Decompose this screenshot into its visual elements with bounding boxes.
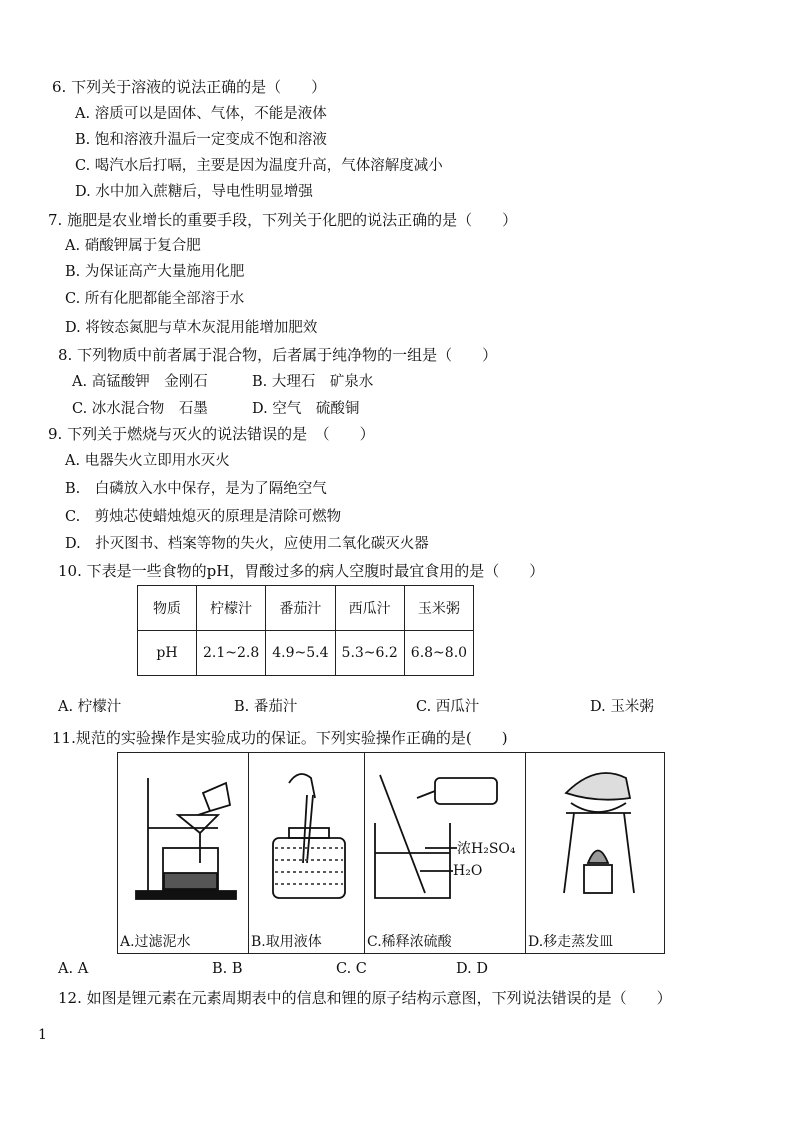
q7-option-d: D. 将铵态氮肥与草木灰混用能增加肥效 xyxy=(65,320,318,336)
ph-table-header-cell: 柠檬汁 xyxy=(197,586,266,631)
ph-table-header-row xyxy=(138,586,474,631)
ph-table-cell: 5.3~6.2 xyxy=(335,631,404,676)
q10-option-d: D. 玉米粥 xyxy=(590,699,654,715)
figure-a-filtration xyxy=(118,753,249,953)
filtration-apparatus-icon xyxy=(118,753,248,928)
figure-b-dropper xyxy=(249,753,365,953)
q11-option-a: A. A xyxy=(58,961,89,977)
label-water: H₂O xyxy=(453,863,483,879)
q8-stem: 8. 下列物质中前者属于混合物，后者属于纯净物的一组是（ ） xyxy=(58,346,498,364)
ph-table-header-cell: 西瓜汁 xyxy=(335,586,404,631)
ph-table-cell: 2.1~2.8 xyxy=(197,631,266,676)
q11-option-d: D. D xyxy=(456,961,488,977)
q9-stem: 9. 下列关于燃烧与灭火的说法错误的是 （ ） xyxy=(48,425,375,443)
q8-option-d: D. 空气 硫酸铜 xyxy=(252,401,360,417)
q9-option-d: D. 扑灭图书、档案等物的失火，应使用二氧化碳灭火器 xyxy=(65,536,429,552)
ph-table-header-cell: 玉米粥 xyxy=(404,586,473,631)
q12-stem: 12. 如图是锂元素在元素周期表中的信息和锂的原子结构示意图，下列说法错误的是（ ） xyxy=(58,989,672,1007)
q9-option-c: C. 剪烛芯使蜡烛熄灭的原理是清除可燃物 xyxy=(65,509,342,525)
q9-option-b: B. 白磷放入水中保存，是为了隔绝空气 xyxy=(65,481,327,497)
caption-a: A.过滤泥水 xyxy=(120,934,191,950)
q11-option-c: C. C xyxy=(336,961,367,977)
q6-option-c: C. 喝汽水后打嗝，主要是因为温度升高，气体溶解度减小 xyxy=(75,158,443,174)
q6-option-b: B. 饱和溶液升温后一定变成不饱和溶液 xyxy=(75,132,327,148)
ph-table-cell: 6.8~8.0 xyxy=(404,631,473,676)
ph-table-header-cell: 番茄汁 xyxy=(266,586,335,631)
evaporating-dish-icon xyxy=(526,753,664,928)
q7-option-b: B. 为保证高产大量施用化肥 xyxy=(65,264,245,280)
q7-option-a: A. 硝酸钾属于复合肥 xyxy=(65,238,201,254)
ph-table-header-cell: 物质 xyxy=(138,586,197,631)
caption-b: B.取用液体 xyxy=(251,934,322,950)
q10-stem: 10. 下表是一些食物的pH，胃酸过多的病人空腹时最宜食用的是（ ） xyxy=(58,562,545,580)
label-conc-acid: 浓H₂SO₄ xyxy=(457,841,516,857)
q7-stem: 7. 施肥是农业增长的重要手段，下列关于化肥的说法正确的是（ ） xyxy=(48,211,518,229)
caption-d: D.移走蒸发皿 xyxy=(528,934,614,950)
q10-option-c: C. 西瓜汁 xyxy=(416,699,480,715)
q10-option-b: B. 番茄汁 xyxy=(234,699,298,715)
q11-stem: 11.规范的实验操作是实验成功的保证。下列实验操作正确的是( ) xyxy=(52,729,508,747)
ph-table-row xyxy=(138,631,474,676)
q8-option-a: A. 高锰酸钾 金刚石 xyxy=(72,374,208,390)
figure-c-dilution xyxy=(365,753,526,953)
ph-table-cell: pH xyxy=(138,631,197,676)
q7-option-c: C. 所有化肥都能全部溶于水 xyxy=(65,291,245,307)
q9-option-a: A. 电器失火立即用水灭火 xyxy=(65,453,230,469)
q8-option-b: B. 大理石 矿泉水 xyxy=(252,374,374,390)
q11-option-b: B. B xyxy=(212,961,243,977)
experiment-figure xyxy=(117,752,665,954)
q8-option-c: C. 冰水混合物 石墨 xyxy=(72,401,208,417)
q6-option-a: A. 溶质可以是固体、气体，不能是液体 xyxy=(75,106,327,122)
ph-table-cell: 4.9~5.4 xyxy=(266,631,335,676)
ph-table xyxy=(137,585,474,676)
page-number: 1 xyxy=(38,1027,47,1043)
q6-option-d: D. 水中加入蔗糖后，导电性明显增强 xyxy=(75,184,313,200)
figure-d-evaporation xyxy=(526,753,664,953)
q6-stem: 6. 下列关于溶液的说法正确的是（ ） xyxy=(52,78,327,96)
dropper-bottle-icon xyxy=(249,753,364,928)
q10-option-a: A. 柠檬汁 xyxy=(58,699,122,715)
caption-c: C.稀释浓硫酸 xyxy=(367,934,452,950)
